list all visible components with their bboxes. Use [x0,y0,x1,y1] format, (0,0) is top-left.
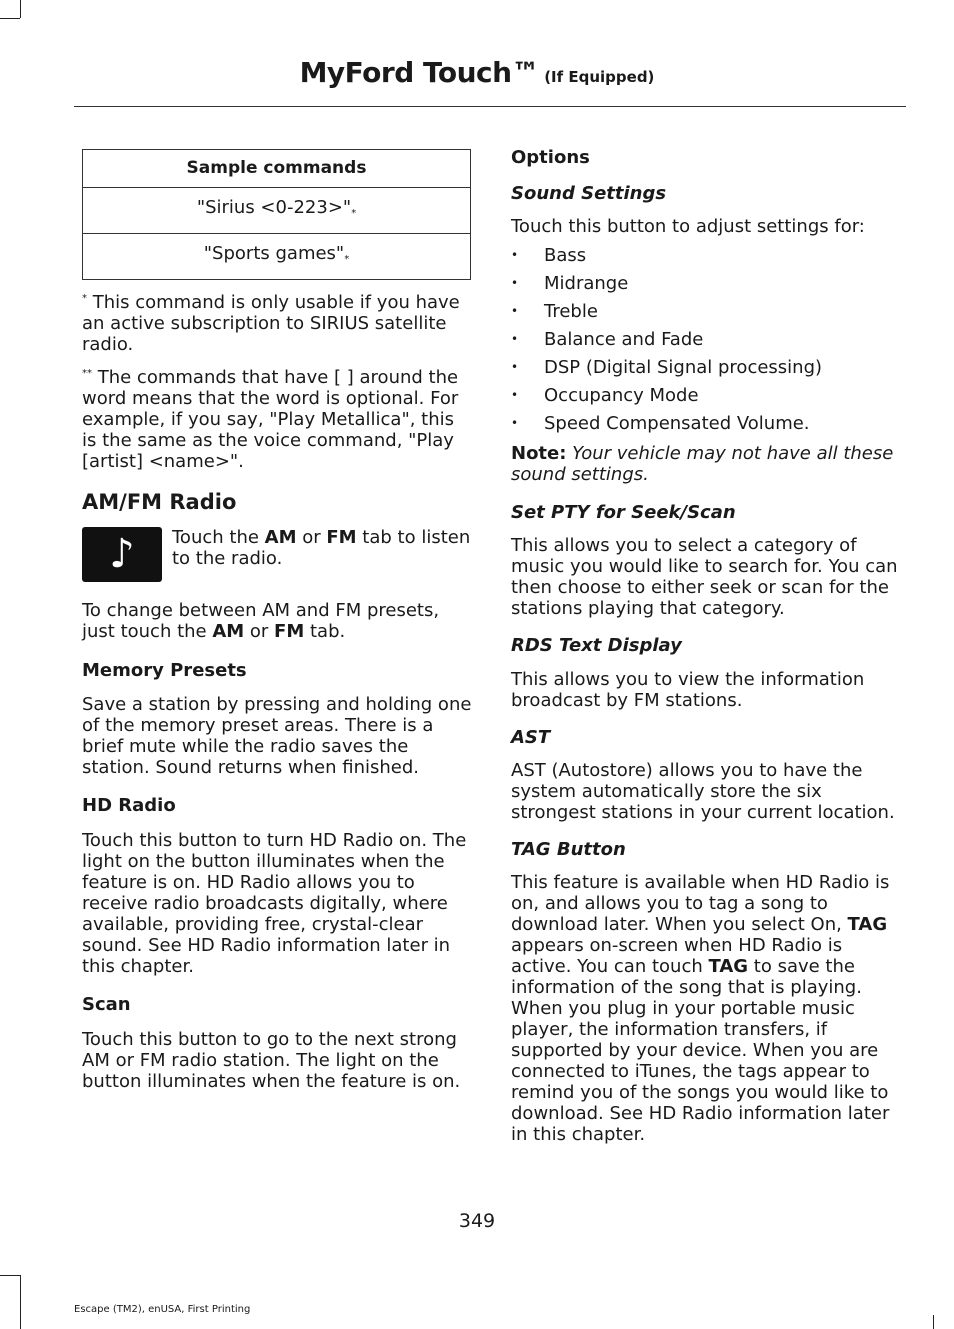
header-title: MyFord Touch™ [299,56,540,89]
table-header: Sample commands [83,150,471,188]
sound-settings-list [511,245,903,441]
amfm-instruction [82,527,472,582]
footnote: ** The commands that have [ ] around the word means that the word is optional. For example, if you say, "Play Metallica", this is the same as the voice command, "Play [artist] <name>". [82,367,459,472]
amfm-tab-text: Touch the AM or FM tab to listen to the radio. [172,527,471,569]
pty-text: This allows you to select a category of music you would like to search for. You can then choose to either seek or scan for the stations playing that category. [511,535,898,619]
crop-mark [933,1315,934,1329]
list-item: • Midrange [511,273,903,301]
crop-mark [20,1275,21,1329]
ast-text: AST (Autostore) allows you to have the system automatically store the six strongest stations in your current location. [511,760,895,823]
note: Note: Your vehicle may not have all these sound settings. [511,443,894,485]
header-rule [74,106,906,107]
crop-mark [0,1275,20,1276]
page-number: 349 [458,1210,496,1232]
rds-text: This allows you to view the information broadcast by FM stations. [511,669,865,711]
sound-heading: Sound Settings [511,183,667,204]
music-note-icon: ♪ [82,527,162,582]
rds-heading: RDS Text Display [511,635,682,656]
right-column [511,147,903,1145]
list-item: • DSP (Digital Signal processing) [511,357,903,385]
hd-heading: HD Radio [82,795,176,816]
tag-text: This feature is available when HD Radio is on, and allows you to tag a song to download later. When you select On, TAG appears on-screen when HD Radio is active. You can touch TAG to save the information of the song that is playing. When you plug in your portable music player, the information transfers, if supported by your device. When you are connected to iTunes, the tags appear to remind you of the songs you would like to download. See HD Radio information later in this chapter. [511,872,890,1145]
hd-text: Touch this button to turn HD Radio on. The light on the button illuminates when the feature is on. HD Radio allows you to receive radio broadcasts digitally, where available, providing free, crystal-clear sound. See HD Radio information later in this chapter. [82,830,467,977]
amfm-change-text: To change between AM and FM presets, just touch the AM or FM tab. [82,600,440,642]
page-header [0,56,954,89]
left-column [82,149,472,1092]
list-item: • Occupancy Mode [511,385,903,413]
crop-mark [20,0,21,18]
sound-intro: Touch this button to adjust settings for: [511,216,865,237]
crop-mark [0,18,20,19]
list-item: • Bass [511,245,903,273]
table-row: "Sirius <0-223>"* [83,188,471,234]
list-item: • Treble [511,301,903,329]
header-subtitle: (If Equipped) [544,68,655,86]
pty-heading: Set PTY for Seek/Scan [511,502,736,523]
footnote: * This command is only usable if you have an active subscription to SIRIUS satellite radio. [82,292,460,355]
scan-text: Touch this button to go to the next strong AM or FM radio station. The light on the button illuminates when the feature is on. [82,1029,461,1092]
options-heading: Options [511,147,590,168]
sample-commands-table [82,149,471,280]
table-row: "Sports games"* [83,234,471,280]
scan-heading: Scan [82,994,131,1015]
list-item: • Balance and Fade [511,329,903,357]
list-item: • Speed Compensated Volume. [511,413,903,441]
tag-heading: TAG Button [511,839,626,860]
ast-heading: AST [511,727,551,748]
section-heading: AM/FM Radio [82,490,237,514]
memory-text: Save a station by pressing and holding one of the memory preset areas. There is a brief mute while the radio saves the station. Sound returns when finished. [82,694,472,778]
page-footer: Escape (TM2), enUSA, First Printing [74,1304,251,1315]
memory-heading: Memory Presets [82,660,247,681]
